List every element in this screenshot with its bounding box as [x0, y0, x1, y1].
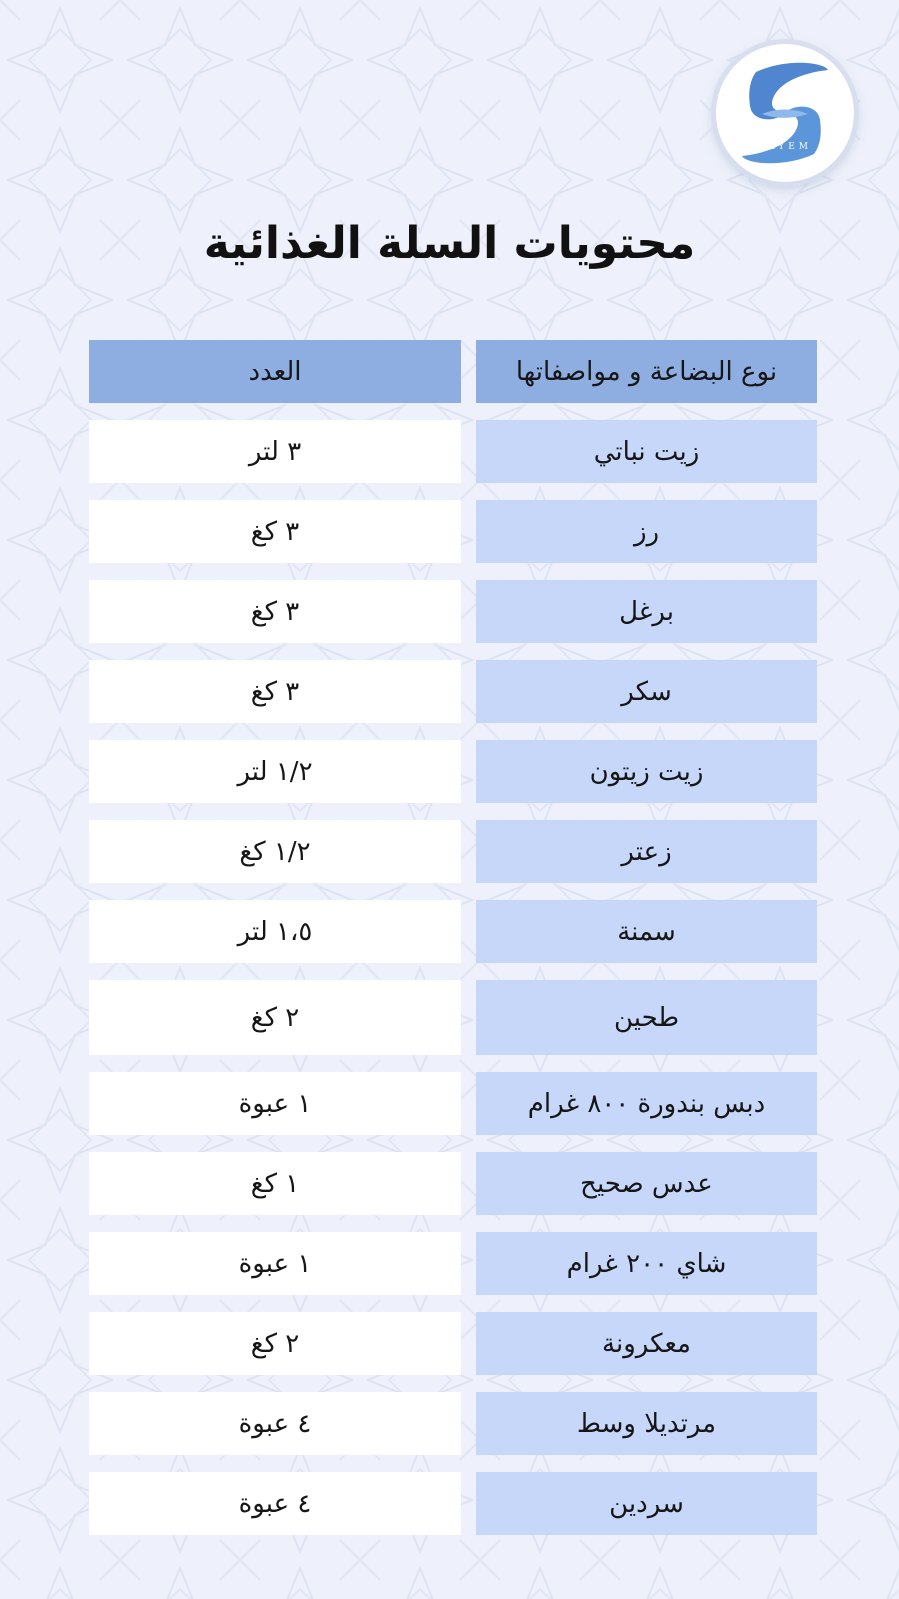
count-cell: ٣ كغ	[89, 660, 461, 723]
table-row	[89, 420, 817, 483]
table-row	[89, 980, 817, 1055]
logo-text: SAYEM	[757, 142, 813, 152]
item-cell: عدس صحيح	[476, 1152, 817, 1215]
hands-logo-icon	[716, 44, 854, 182]
table-row	[89, 1472, 817, 1535]
item-cell: معكرونة	[476, 1312, 817, 1375]
table-row	[89, 740, 817, 803]
count-cell: ٣ كغ	[89, 580, 461, 643]
count-cell: ١/٢ كغ	[89, 820, 461, 883]
table-row	[89, 1312, 817, 1375]
item-cell: سمنة	[476, 900, 817, 963]
item-cell: زيت نباتي	[476, 420, 817, 483]
food-basket-table	[89, 340, 817, 1552]
brand-logo	[716, 44, 854, 182]
header-count: العدد	[89, 340, 461, 403]
count-cell: ٤ عبوة	[89, 1392, 461, 1455]
item-cell: زيت زيتون	[476, 740, 817, 803]
table-row	[89, 500, 817, 563]
table-row	[89, 660, 817, 723]
table-row	[89, 1152, 817, 1215]
table-row	[89, 820, 817, 883]
item-cell: شاي ٢٠٠ غرام	[476, 1232, 817, 1295]
item-cell: سكر	[476, 660, 817, 723]
count-cell: ٢ كغ	[89, 1312, 461, 1375]
count-cell: ٣ لتر	[89, 420, 461, 483]
count-cell: ٤ عبوة	[89, 1472, 461, 1535]
table-row	[89, 580, 817, 643]
count-cell: ١/٢ لتر	[89, 740, 461, 803]
header-item: نوع البضاعة و مواصفاتها	[476, 340, 817, 403]
item-cell: مرتديلا وسط	[476, 1392, 817, 1455]
count-cell: ٣ كغ	[89, 500, 461, 563]
count-cell: ١ كغ	[89, 1152, 461, 1215]
table-row	[89, 1392, 817, 1455]
item-cell: رز	[476, 500, 817, 563]
count-cell: ١،٥ لتر	[89, 900, 461, 963]
count-cell: ١ عبوة	[89, 1072, 461, 1135]
page-title: محتويات السلة الغذائية	[203, 218, 696, 269]
table-header-row	[89, 340, 817, 403]
item-cell: زعتر	[476, 820, 817, 883]
table-row	[89, 1232, 817, 1295]
item-cell: سردين	[476, 1472, 817, 1535]
item-cell: طحين	[476, 980, 817, 1055]
item-cell: برغل	[476, 580, 817, 643]
table-row	[89, 1072, 817, 1135]
table-row	[89, 900, 817, 963]
item-cell: دبس بندورة ٨٠٠ غرام	[476, 1072, 817, 1135]
count-cell: ٢ كغ	[89, 980, 461, 1055]
count-cell: ١ عبوة	[89, 1232, 461, 1295]
